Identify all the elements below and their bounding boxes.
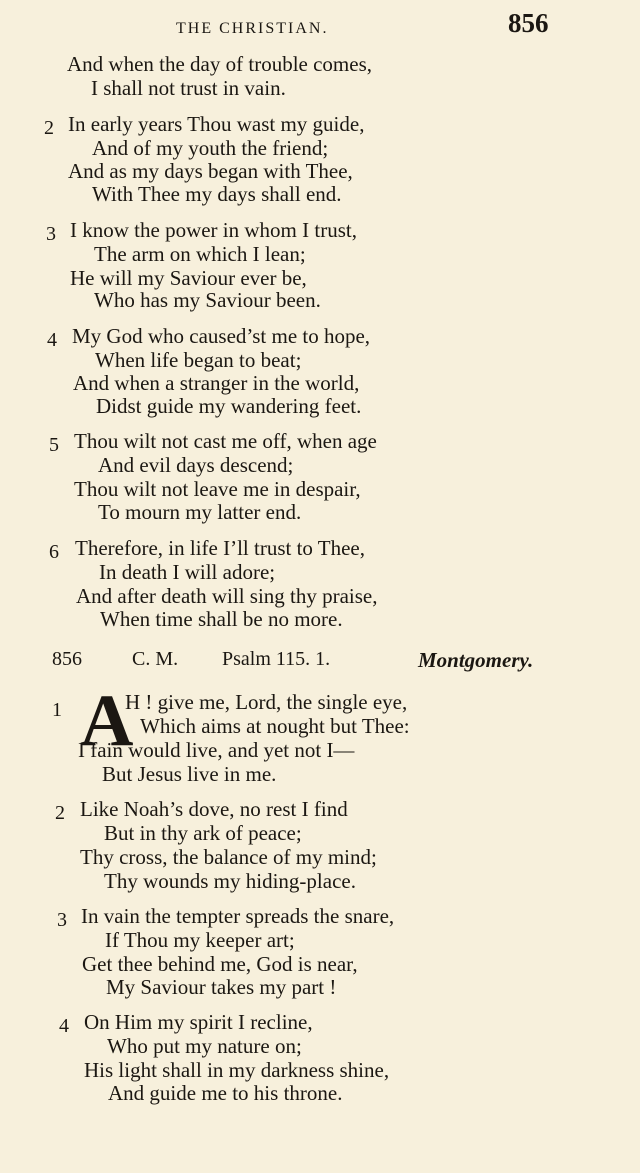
drop-cap: A <box>80 680 134 762</box>
verse-line: Thou wilt not cast me off, when age <box>74 429 377 453</box>
verse-line: My God who caused’st me to hope, <box>72 324 371 348</box>
verse-line: Thy wounds my hiding-place. <box>104 869 356 893</box>
verse-line: And guide me to his throne. <box>108 1081 343 1105</box>
verse-line: Thou wilt not leave me in despair, <box>74 477 361 501</box>
stanza-number: 1 <box>52 699 62 721</box>
verse-line: My Saviour takes my part ! <box>106 975 337 999</box>
verse-line: Thy cross, the balance of my mind; <box>80 845 377 869</box>
verse-line: In death I will adore; <box>99 560 276 584</box>
verse-line: H ! give me, Lord, the single eye, <box>125 690 408 714</box>
stanza-number: 6 <box>49 541 59 563</box>
stanza-number: 2 <box>44 117 54 139</box>
verse-line: And evil days descend; <box>98 453 294 477</box>
verse-line: In early years Thou wast my guide, <box>68 112 365 136</box>
verse-line: If Thou my keeper art; <box>105 928 295 952</box>
stanza-number: 4 <box>47 329 57 351</box>
stanza-number: 3 <box>57 909 67 931</box>
verse-line: With Thee my days shall end. <box>92 182 342 206</box>
verse-line: Get thee behind me, God is near, <box>82 952 358 976</box>
verse-line: His light shall in my darkness shine, <box>84 1058 390 1082</box>
hymn-number: 856 <box>52 648 82 670</box>
verse-line: I fain would live, and yet not I— <box>78 738 355 762</box>
verse-line: But in thy ark of peace; <box>104 821 302 845</box>
verse-line: And of my youth the friend; <box>92 136 329 160</box>
running-title: THE CHRISTIAN. <box>176 20 329 37</box>
verse-line: I know the power in whom I trust, <box>70 218 357 242</box>
verse-line: To mourn my latter end. <box>98 500 302 524</box>
verse-line: I shall not trust in vain. <box>91 76 286 100</box>
hymn-scripture: Psalm 115. 1. <box>222 648 331 670</box>
verse-line: And as my days began with Thee, <box>68 159 353 183</box>
page-number: 856 <box>508 8 549 38</box>
verse-line: Which aims at nought but Thee: <box>140 714 410 738</box>
stanza-number: 4 <box>59 1015 69 1037</box>
stanza-number: 3 <box>46 223 56 245</box>
hymn-header <box>52 648 572 676</box>
verse-line: When life began to beat; <box>95 348 302 372</box>
stanza-number: 5 <box>49 434 59 456</box>
stanza-number: 2 <box>55 802 65 824</box>
verse-line: In vain the tempter spreads the snare, <box>81 904 395 928</box>
verse-line: Who has my Saviour been. <box>94 288 321 312</box>
verse-line: Like Noah’s dove, no rest I find <box>80 797 348 821</box>
verse-line: And after death will sing thy praise, <box>76 584 378 608</box>
verse-line: The arm on which I lean; <box>94 242 306 266</box>
verse-line: And when a stranger in the world, <box>73 371 360 395</box>
hymn-meter: C. M. <box>132 648 179 670</box>
verse-line: Therefore, in life I’ll trust to Thee, <box>75 536 366 560</box>
verse-line: Who put my nature on; <box>107 1034 302 1058</box>
verse-line: Didst guide my wandering feet. <box>96 394 362 418</box>
verse-line: When time shall be no more. <box>100 607 343 631</box>
verse-line: On Him my spirit I recline, <box>84 1010 313 1034</box>
hymn-author: Montgomery. <box>418 648 534 672</box>
verse-line: But Jesus live in me. <box>102 762 277 786</box>
verse-line: He will my Saviour ever be, <box>70 266 307 290</box>
verse-line: And when the day of trouble comes, <box>67 52 373 76</box>
